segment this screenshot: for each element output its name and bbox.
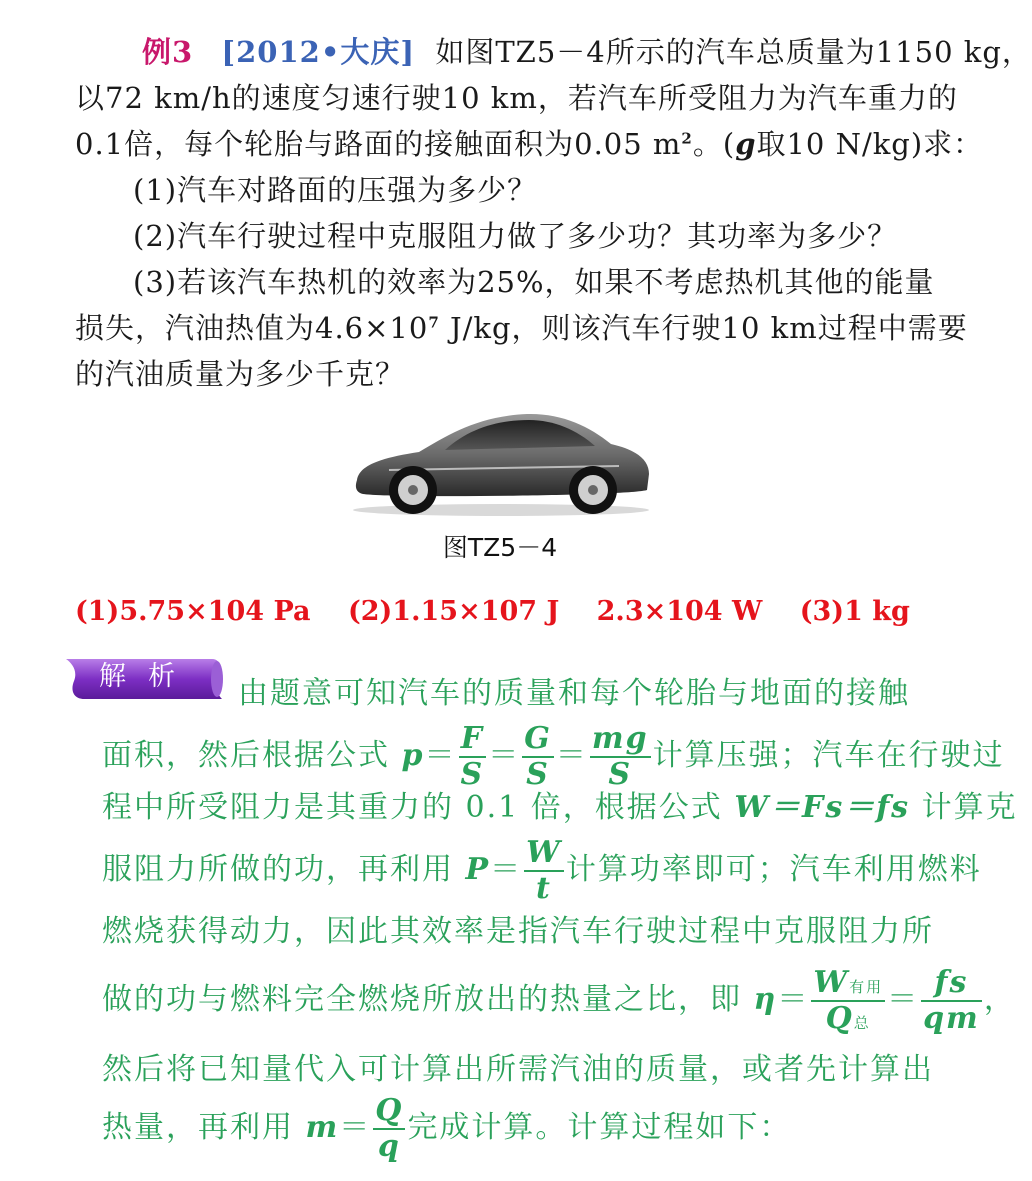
equals: ＝ [424,738,457,773]
analysis-text: 面积，然后根据公式 [102,738,390,773]
superscript: 7 [428,313,440,332]
question-line-2: 以72 km/h的速度匀速行驶10 km，若汽车所受阻力为汽车重力的 [75,81,958,115]
answer-3: 2.3×104 W [596,596,763,627]
denominator [811,1002,885,1034]
equals: ＝ [339,1110,372,1145]
fraction-mg-S [590,721,651,792]
fraction-Q-q [373,1093,405,1164]
analysis-text: ， [983,982,1016,1017]
analysis-line-1: 由题意可知汽车的质量和每个轮胎与地面的接触 [238,676,910,711]
denominator: S [526,757,550,792]
symbol-P: P [465,852,491,887]
analysis-line-5: 燃烧获得动力，因此其效率是指汽车行驶过程中克服阻力所 [102,914,934,949]
analysis-text: 计算压强；汽车在行驶过 [652,738,1005,773]
equals: ＝ [555,738,588,773]
equals: ＝ [887,982,920,1017]
analysis-text: 计算克 [921,790,1018,825]
symbol-W: W [813,965,850,1000]
question-source: [2012•大庆] [221,35,416,69]
question-text-p3a: 损失，汽油热值为4.6×10 [75,311,429,345]
question-part-3-line-2 [75,306,968,347]
numerator: F [459,724,487,758]
g-symbol: g [735,127,757,161]
question-text-p3b: J/kg，则该汽车行驶10 km过程中需要 [439,311,968,345]
denominator: qm [923,1001,980,1036]
symbol-m: m [305,1110,340,1145]
symbol-Q: Q [825,1001,854,1036]
fraction-W-t [524,835,564,906]
fraction-G-S [522,721,554,792]
denominator: S [608,757,633,792]
fraction-fs-qm [921,965,982,1036]
numerator: Q [375,1093,404,1128]
superscript: 2 [681,129,693,148]
answer-2: (2)1.15×107 J [347,596,560,627]
question-part-1: (1)汽车对路面的压强为多少？ [133,173,538,207]
symbol-p: p [401,738,425,773]
analysis-line-3 [102,782,1018,826]
question-text-3c: 取10 N/kg)求： [756,127,984,161]
equals: ＝ [490,852,523,887]
denominator: S [460,757,485,792]
question-text-3a: 0.1倍，每个轮胎与路面的接触面积为0.05 m [75,127,682,161]
analysis-text: 做的功与燃料完全燃烧所放出的热量之比，即 [102,982,742,1017]
question-line-3 [75,122,983,163]
answer-1: (1)5.75×104 Pa [75,596,311,627]
example-label: 例3 [142,35,194,69]
question-text-1: 如图TZ5－4所示的汽车总质量为1150 kg， [435,35,1032,69]
numerator: W [526,835,562,870]
question-line-1 [142,30,1032,71]
analysis-line-2 [102,721,1005,792]
analysis-line-7: 然后将已知量代入可计算出所需汽油的质量，或者先计算出 [102,1052,934,1087]
fraction-efficiency [811,965,885,1036]
car-image [349,408,653,518]
numerator: fs [921,968,982,1002]
answer-line [75,596,910,627]
question-text-3b: 。( [692,127,736,161]
numerator: mg [591,721,649,756]
question-part-3: (3)若该汽车热机的效率为25%，如果不考虑热机其他的能量 [133,265,935,299]
figure-caption: 图TZ5－4 [442,533,558,562]
numerator: G [524,721,552,756]
analysis-text: 计算功率即可；汽车利用燃料 [565,852,982,887]
denominator: t [536,871,552,906]
analysis-text: 服阻力所做的功，再利用 [102,852,454,887]
question-part-2: (2)汽车行驶过程中克服阻力做了多少功？其功率为多少？ [133,219,898,253]
formula-work: W＝Fs＝fs [734,790,911,825]
question-part-3-line-3: 的汽油质量为多少千克？ [75,357,406,391]
analysis-text: 程中所受阻力是其重力的 0.1 倍，根据公式 [102,790,723,825]
analysis-badge-label: 解析 [99,661,197,692]
subscript: 有用 [849,978,884,996]
analysis-line-4 [102,835,982,906]
analysis-text: 热量，再利用 [102,1110,294,1145]
answer-4: (3)1 kg [799,596,910,627]
numerator [811,965,885,1002]
denominator: q [377,1129,401,1164]
equals: ＝ [777,982,810,1017]
subscript: 总 [853,1014,871,1032]
analysis-text: 完成计算。计算过程如下： [407,1110,792,1145]
fraction-F-S [459,721,487,792]
analysis-line-8 [102,1093,792,1164]
symbol-eta: η [753,982,778,1017]
equals: ＝ [488,738,521,773]
analysis-line-6 [102,965,1016,1036]
